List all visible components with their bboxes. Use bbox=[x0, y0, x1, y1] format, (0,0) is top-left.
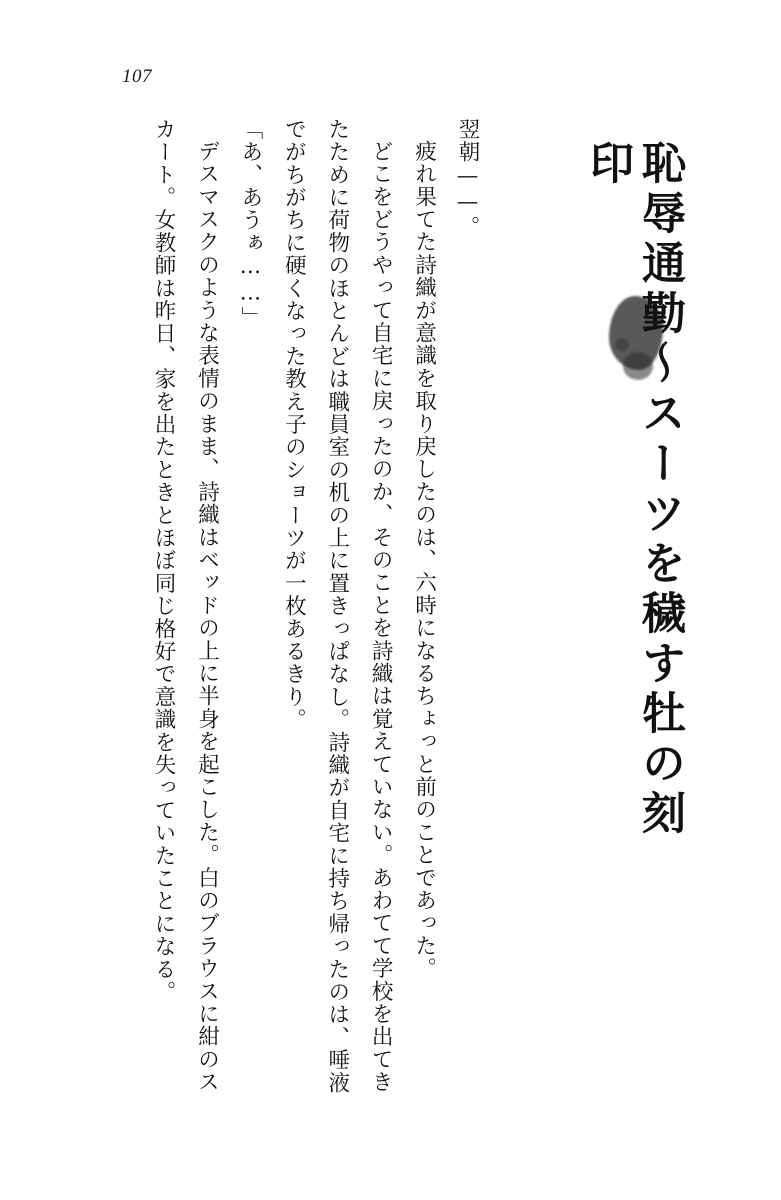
paragraph: 疲れ果てた詩織が意識を取り戻したのは、六時になるちょっと前のことであった。 bbox=[411, 139, 437, 980]
paragraph: どこをどうやって自宅に戻ったのか、そのことを詩織は覚えていない。あわてて学校を出てきたために荷物のほとんどは職員室の机の上に置きっぱなし。詩織が自宅に持ち帰ったのは、唾液でがちがちに硬くなった教え子のショーツが一枚あるきり。 bbox=[281, 118, 394, 1095]
paragraph: デスマスクのような表情のまま、詩織はベッドの上に半身を起こした。白のブラウスに紺のスカート。女教師は昨日、家を出たときとほぼ同じ格好で意識を失っていたことになる。 bbox=[151, 118, 220, 1093]
chapter-title: 恥辱通勤～スーツを穢す牡の刻印 bbox=[582, 140, 685, 840]
paragraph: 「あ、あうぁ……」 bbox=[237, 118, 263, 330]
page-number: 107 bbox=[122, 66, 152, 87]
body-text bbox=[151, 118, 489, 1108]
paragraph: 翌朝——。 bbox=[455, 118, 480, 239]
